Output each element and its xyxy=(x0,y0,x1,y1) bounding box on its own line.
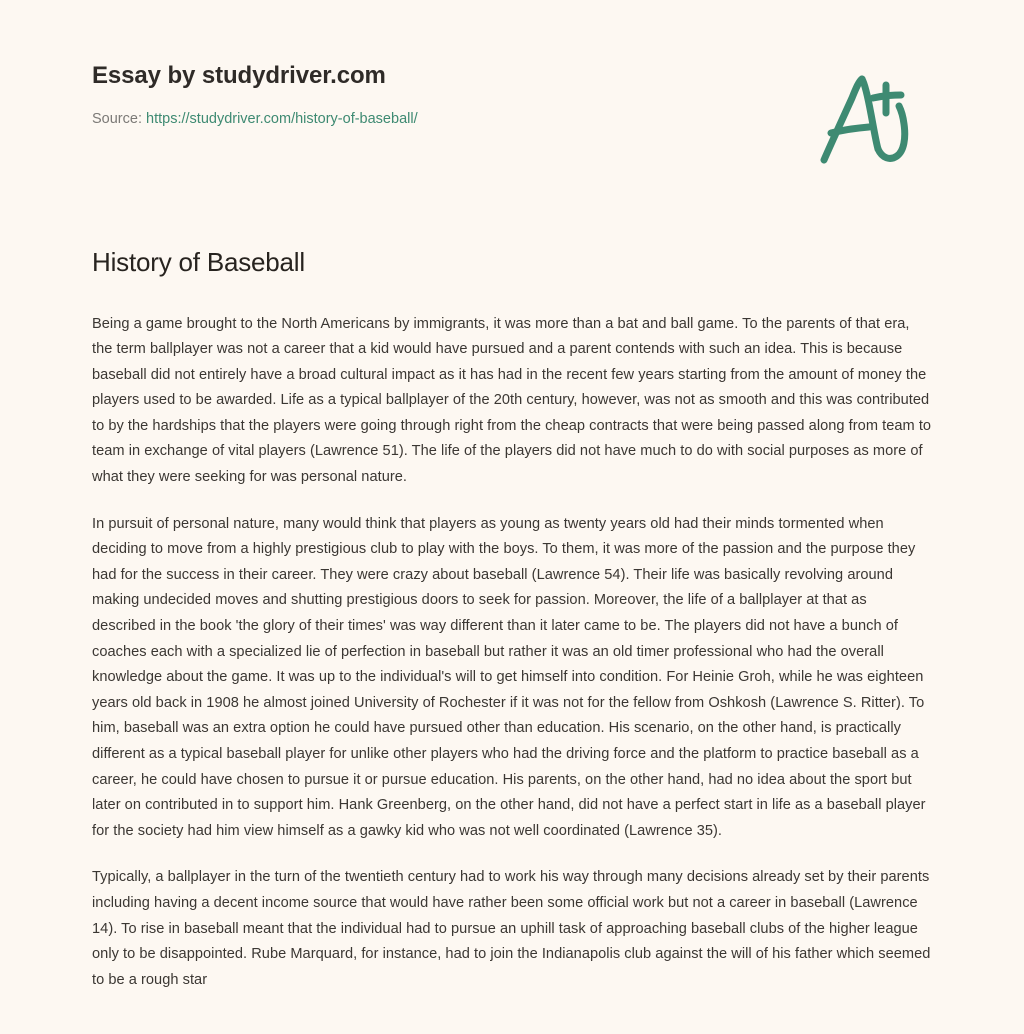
page-title: History of Baseball xyxy=(92,247,305,277)
article-paragraph: Typically, a ballplayer in the turn of the twentieth century had to work his way through many decisions already set by their parents including having a decent income source that would have rather been some official work but not a career in baseball (Lawrence 14). To rise in baseball meant that the individual had to pursue an uphill task of approaching baseball clubs of the higher league only to be disappointed. Rube Marquard, for instance, had to join the Indianapolis club against the will of his father which seemed to be a rough star xyxy=(92,869,931,988)
article xyxy=(92,246,934,993)
brand-title: Essay by studydriver.com xyxy=(92,62,386,89)
page-header xyxy=(0,0,1024,200)
brand-block xyxy=(92,62,732,129)
a-plus-logo-svg xyxy=(812,68,920,172)
article-body xyxy=(92,312,934,994)
source-link[interactable]: https://studydriver.com/history-of-baseball/ xyxy=(146,110,418,127)
article-paragraph: Being a game brought to the North Americans by immigrants, it was more than a bat and ball game. To the parents of that era, the term ballplayer was not a career that a kid would have pursued and a parent contends with such an idea. This is because baseball did not entirely have a broad cultural impact as it has had in the recent few years starting from the amount of money the players used to be awarded. Life as a typical ballplayer of the 20th century, however, was not as smooth and this was contributed to by the hardships that the players were going through right from the cheap contracts that were being passed along from team to team in exchange of vital players (Lawrence 51). The life of the players did not have much to do with social purposes as more of what they were seeking for was personal nature. xyxy=(92,315,932,486)
a-plus-logo-icon xyxy=(812,68,920,172)
source-label: Source: xyxy=(92,110,142,127)
source-line xyxy=(92,110,732,129)
article-paragraph: In pursuit of personal nature, many would think that players as young as twenty years old had their minds tormented when deciding to move from a highly prestigious club to play with the boys. To them, it was more of the passion and the purpose they had for the success in their career. They were crazy about baseball (Lawrence 54). Their life was basically revolving around making undecided moves and shutting prestigious doors to seek for passion. Moreover, the life of a ballplayer at that as described in the book 'the glory of their times' was way different than it later came to be. The players did not have a bunch of coaches each with a specialized lie of perfection in baseball but rather it was an old timer professional who had the overall knowledge about the game. It was up to the individual's will to get himself into condition. For Heinie Groh, while he was eighteen years old back in 1908 he almost joined University of Rochester if it was not for the fellow from Oshkosh (Lawrence S. Ritter). To him, baseball was an extra option he could have pursued other than education. His scenario, on the other hand, is practically different as a typical baseball player for unlike other players who had the driving force and the platform to practice baseball as a career, he could have chosen to pursue it or pursue education. His parents, on the other hand, had no idea about the sport but later on contributed in to support him. Hank Greenberg, on the other hand, did not have a perfect start in life as a baseball player for the society had him view himself as a gawky kid who was not well coordinated (Lawrence 35). xyxy=(92,515,926,839)
